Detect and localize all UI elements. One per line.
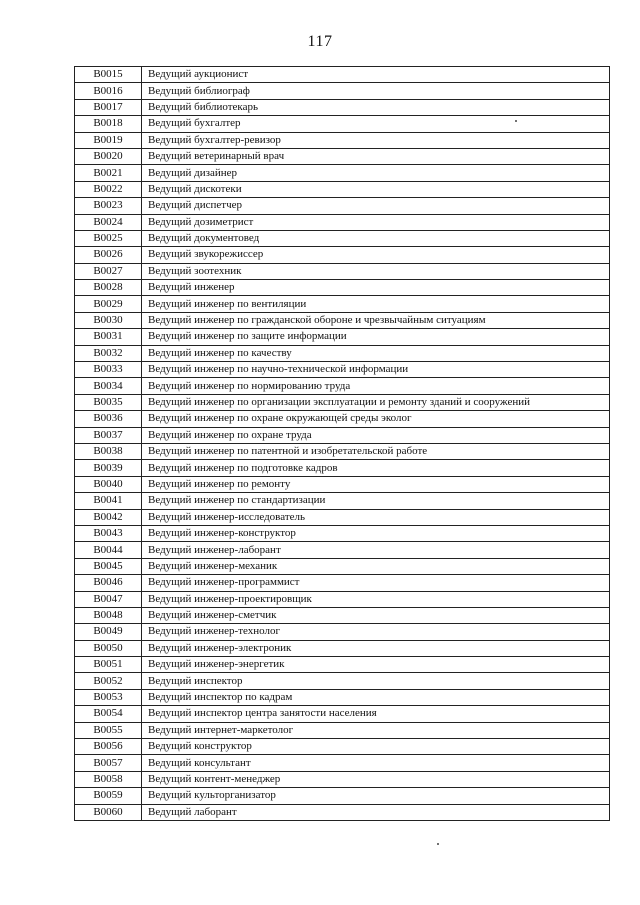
row-code: B0060 (75, 804, 142, 820)
table-row (75, 198, 610, 214)
row-code: B0057 (75, 755, 142, 771)
table-row (75, 214, 610, 230)
table-row (75, 116, 610, 132)
table-row (75, 624, 610, 640)
row-code: B0029 (75, 296, 142, 312)
row-occupation-name: Ведущий дискотеки (142, 181, 610, 197)
row-occupation-name: Ведущий инспектор по кадрам (142, 689, 610, 705)
row-occupation-name: Ведущий конструктор (142, 739, 610, 755)
table-body (75, 67, 610, 821)
row-occupation-name: Ведущий инженер по нормированию труда (142, 378, 610, 394)
table-row (75, 509, 610, 525)
row-code: B0041 (75, 493, 142, 509)
table-row (75, 689, 610, 705)
table-row (75, 378, 610, 394)
row-occupation-name: Ведущий инспектор (142, 673, 610, 689)
table-row (75, 165, 610, 181)
table-row (75, 345, 610, 361)
row-code: B0016 (75, 83, 142, 99)
row-occupation-name: Ведущий инженер по научно-технической информации (142, 362, 610, 378)
row-code: B0033 (75, 362, 142, 378)
table-row (75, 312, 610, 328)
row-occupation-name: Ведущий инженер по охране труда (142, 427, 610, 443)
row-code: B0043 (75, 525, 142, 541)
table-row (75, 181, 610, 197)
row-code: B0059 (75, 788, 142, 804)
row-code: B0037 (75, 427, 142, 443)
row-code: B0021 (75, 165, 142, 181)
table-row (75, 673, 610, 689)
row-occupation-name: Ведущий бухгалтер-ревизор (142, 132, 610, 148)
row-code: B0030 (75, 312, 142, 328)
row-occupation-name: Ведущий библиограф (142, 83, 610, 99)
table-row (75, 591, 610, 607)
table-row (75, 132, 610, 148)
row-occupation-name: Ведущий консультант (142, 755, 610, 771)
row-code: B0045 (75, 558, 142, 574)
row-code: B0019 (75, 132, 142, 148)
row-code: B0034 (75, 378, 142, 394)
row-occupation-name: Ведущий инженер по охране окружающей среды эколог (142, 411, 610, 427)
table-row (75, 706, 610, 722)
row-code: B0046 (75, 575, 142, 591)
row-code: B0028 (75, 280, 142, 296)
table-row (75, 362, 610, 378)
row-occupation-name: Ведущий бухгалтер (142, 116, 610, 132)
row-occupation-name: Ведущий инженер по патентной и изобретательской работе (142, 443, 610, 459)
row-code: B0026 (75, 247, 142, 263)
table-row (75, 280, 610, 296)
row-code: B0053 (75, 689, 142, 705)
row-code: B0018 (75, 116, 142, 132)
row-occupation-name: Ведущий интернет-маркетолог (142, 722, 610, 738)
row-occupation-name: Ведущий инженер-программист (142, 575, 610, 591)
row-occupation-name: Ведущий инженер по качеству (142, 345, 610, 361)
row-code: B0032 (75, 345, 142, 361)
row-code: B0017 (75, 99, 142, 115)
scan-speck (437, 843, 439, 845)
row-code: B0055 (75, 722, 142, 738)
table-row (75, 542, 610, 558)
page-number: 117 (307, 33, 333, 50)
row-occupation-name: Ведущий зоотехник (142, 263, 610, 279)
table-row (75, 804, 610, 820)
row-code: B0015 (75, 67, 142, 83)
row-occupation-name: Ведущий дозиметрист (142, 214, 610, 230)
row-occupation-name: Ведущий инженер-технолог (142, 624, 610, 640)
row-occupation-name: Ведущий инженер-лаборант (142, 542, 610, 558)
table-row (75, 558, 610, 574)
row-code: B0044 (75, 542, 142, 558)
row-code: B0049 (75, 624, 142, 640)
table-row (75, 329, 610, 345)
row-code: B0035 (75, 394, 142, 410)
row-code: B0042 (75, 509, 142, 525)
table-row (75, 476, 610, 492)
row-occupation-name: Ведущий инженер по организации эксплуатации и ремонту зданий и сооружений (142, 394, 610, 410)
table-row (75, 657, 610, 673)
row-code: B0027 (75, 263, 142, 279)
table-row (75, 525, 610, 541)
table-row (75, 607, 610, 623)
table-row (75, 640, 610, 656)
row-occupation-name: Ведущий инженер-проектировщик (142, 591, 610, 607)
row-occupation-name: Ведущий инженер (142, 280, 610, 296)
row-occupation-name: Ведущий инженер-энергетик (142, 657, 610, 673)
table-row (75, 771, 610, 787)
table-row (75, 247, 610, 263)
row-code: B0031 (75, 329, 142, 345)
row-occupation-name: Ведущий диспетчер (142, 198, 610, 214)
row-code: B0036 (75, 411, 142, 427)
row-occupation-name: Ведущий инженер по защите информации (142, 329, 610, 345)
table-row (75, 493, 610, 509)
row-occupation-name: Ведущий документовед (142, 230, 610, 246)
table-row (75, 230, 610, 246)
row-code: B0052 (75, 673, 142, 689)
row-code: B0051 (75, 657, 142, 673)
row-occupation-name: Ведущий инженер по ремонту (142, 476, 610, 492)
row-code: B0056 (75, 739, 142, 755)
table-row (75, 722, 610, 738)
row-code: B0024 (75, 214, 142, 230)
row-code: B0025 (75, 230, 142, 246)
table-row (75, 99, 610, 115)
row-occupation-name: Ведущий аукционист (142, 67, 610, 83)
row-code: B0039 (75, 460, 142, 476)
table-row (75, 460, 610, 476)
row-occupation-name: Ведущий культорганизатор (142, 788, 610, 804)
row-occupation-name: Ведущий инженер-сметчик (142, 607, 610, 623)
row-occupation-name: Ведущий инженер по подготовке кадров (142, 460, 610, 476)
table-row (75, 755, 610, 771)
row-code: B0040 (75, 476, 142, 492)
table-row (75, 575, 610, 591)
row-occupation-name: Ведущий инженер-электроник (142, 640, 610, 656)
row-code: B0020 (75, 148, 142, 164)
row-occupation-name: Ведущий звукорежиссер (142, 247, 610, 263)
row-occupation-name: Ведущий инженер-исследователь (142, 509, 610, 525)
row-occupation-name: Ведущий инженер-конструктор (142, 525, 610, 541)
row-code: B0050 (75, 640, 142, 656)
row-code: B0047 (75, 591, 142, 607)
row-code: B0038 (75, 443, 142, 459)
occupation-codes-table (74, 66, 610, 821)
table-row (75, 263, 610, 279)
row-occupation-name: Ведущий контент-менеджер (142, 771, 610, 787)
row-occupation-name: Ведущий ветеринарный врач (142, 148, 610, 164)
row-occupation-name: Ведущий инженер по гражданской обороне и чрезвычайным ситуациям (142, 312, 610, 328)
table-row (75, 67, 610, 83)
table-row (75, 427, 610, 443)
row-code: B0058 (75, 771, 142, 787)
row-occupation-name: Ведущий инженер по вентиляции (142, 296, 610, 312)
table-row (75, 411, 610, 427)
row-code: B0022 (75, 181, 142, 197)
row-code: B0023 (75, 198, 142, 214)
row-code: B0054 (75, 706, 142, 722)
table-row (75, 83, 610, 99)
row-occupation-name: Ведущий лаборант (142, 804, 610, 820)
row-occupation-name: Ведущий инженер по стандартизации (142, 493, 610, 509)
row-occupation-name: Ведущий инженер-механик (142, 558, 610, 574)
row-occupation-name: Ведущий библиотекарь (142, 99, 610, 115)
table-row (75, 739, 610, 755)
table-row (75, 148, 610, 164)
row-code: B0048 (75, 607, 142, 623)
table-row (75, 394, 610, 410)
table-row (75, 296, 610, 312)
row-occupation-name: Ведущий инспектор центра занятости населения (142, 706, 610, 722)
scan-speck (515, 120, 517, 122)
row-occupation-name: Ведущий дизайнер (142, 165, 610, 181)
table-row (75, 443, 610, 459)
table-row (75, 788, 610, 804)
